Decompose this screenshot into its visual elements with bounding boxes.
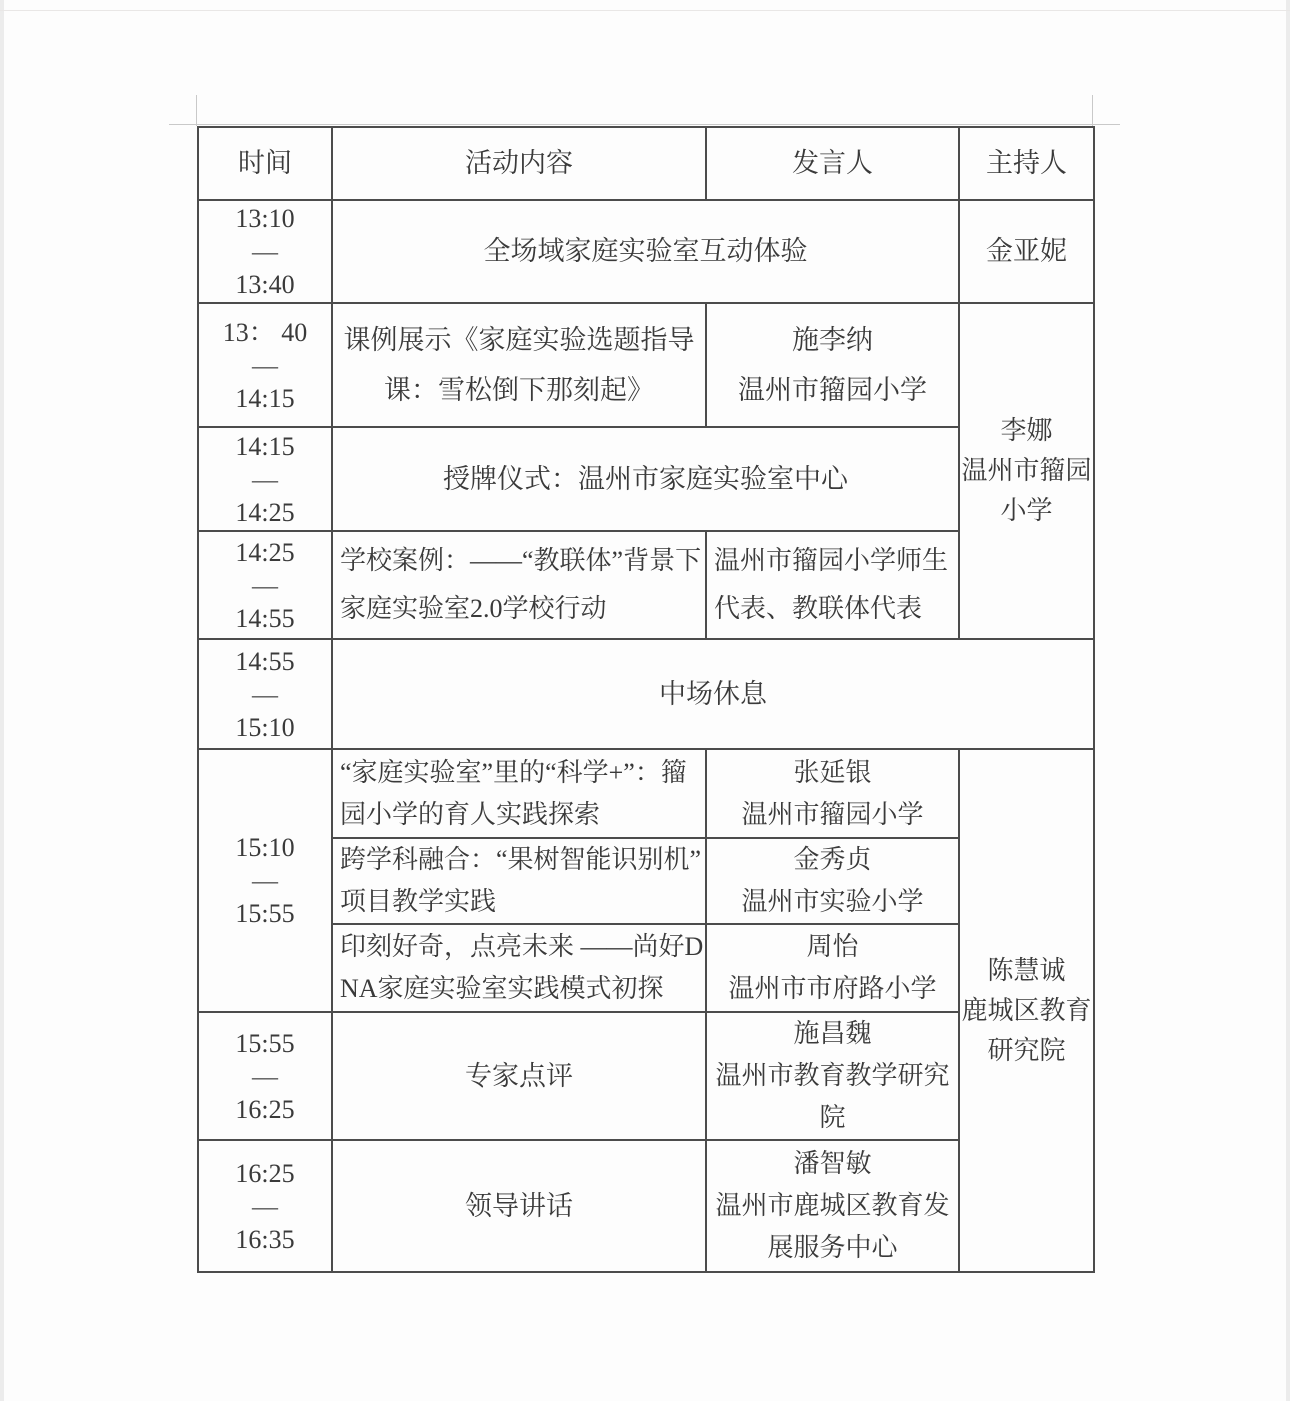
- faint-grid-line-vertical-left: [196, 95, 197, 126]
- schedule-table: [197, 126, 1095, 1273]
- faint-grid-line-horizontal: [169, 124, 1120, 125]
- cell-activity-r7: 专家点评: [332, 1012, 706, 1140]
- cell-speaker-r8: 潘智敏 温州市鹿城区教育发 展服务中心: [706, 1140, 959, 1272]
- cell-time-r7: 15:55 — 16:25: [198, 1012, 332, 1140]
- cell-speaker-r4: 温州市籀园小学师生 代表、教联体代表: [706, 531, 959, 639]
- page-edge-right: [1286, 0, 1290, 1401]
- header-cell-speaker: 发言人: [706, 127, 959, 200]
- cell-activity-r4: 学校案例：——“教联体”背景下 家庭实验室2.0学校行动: [332, 531, 706, 639]
- cell-activity-r8: 领导讲话: [332, 1140, 706, 1272]
- cell-time-r4: 14:25 — 14:55: [198, 531, 332, 639]
- table-row: [198, 639, 1094, 749]
- cell-activity-r6a: “家庭实验室”里的“科学+”：籀 园小学的育人实践探索: [332, 749, 706, 838]
- cell-speaker-r6b: 金秀贞 温州市实验小学: [706, 838, 959, 924]
- cell-time-r5: 14:55 — 15:10: [198, 639, 332, 749]
- cell-time-r6: 15:10 — 15:55: [198, 749, 332, 1012]
- table-header-row: [198, 127, 1094, 200]
- cell-speaker-r2: 施李纳 温州市籀园小学: [706, 303, 959, 427]
- table-row: [198, 200, 1094, 303]
- faint-grid-line-vertical-right: [1092, 95, 1093, 126]
- cell-host-lina: 李娜 温州市籀园 小学: [959, 303, 1094, 639]
- header-cell-activity: 活动内容: [332, 127, 706, 200]
- cell-activity-r6c: 印刻好奇，点亮未来 ——尚好D NA家庭实验室实践模式初探: [332, 924, 706, 1012]
- header-cell-host: 主持人: [959, 127, 1094, 200]
- cell-speaker-r6c: 周怡 温州市市府路小学: [706, 924, 959, 1012]
- header-cell-time: 时间: [198, 127, 332, 200]
- cell-host-r1: 金亚妮: [959, 200, 1094, 303]
- cell-time-r8: 16:25 — 16:35: [198, 1140, 332, 1272]
- cell-time-r3: 14:15 — 14:25: [198, 427, 332, 531]
- cell-activity-r2: 课例展示《家庭实验选题指导 课：雪松倒下那刻起》: [332, 303, 706, 427]
- cell-speaker-r7: 施昌魏 温州市教育教学研究 院: [706, 1012, 959, 1140]
- faint-top-rule: [0, 10, 1290, 11]
- cell-time-r1: 13:10 — 13:40: [198, 200, 332, 303]
- cell-activity-r1: 全场域家庭实验室互动体验: [332, 200, 959, 303]
- cell-activity-r6b: 跨学科融合：“果树智能识别机” 项目教学实践: [332, 838, 706, 924]
- cell-time-r2: 13： 40 — 14:15: [198, 303, 332, 427]
- cell-speaker-r6a: 张延银 温州市籀园小学: [706, 749, 959, 838]
- cell-break: 中场休息: [332, 639, 1094, 749]
- cell-host-chenhuicheng: 陈慧诚 鹿城区教育 研究院: [959, 749, 1094, 1272]
- page-edge-left: [0, 0, 4, 1401]
- table-row: [198, 749, 1094, 838]
- cell-activity-r3: 授牌仪式：温州市家庭实验室中心: [332, 427, 959, 531]
- table-row: [198, 303, 1094, 427]
